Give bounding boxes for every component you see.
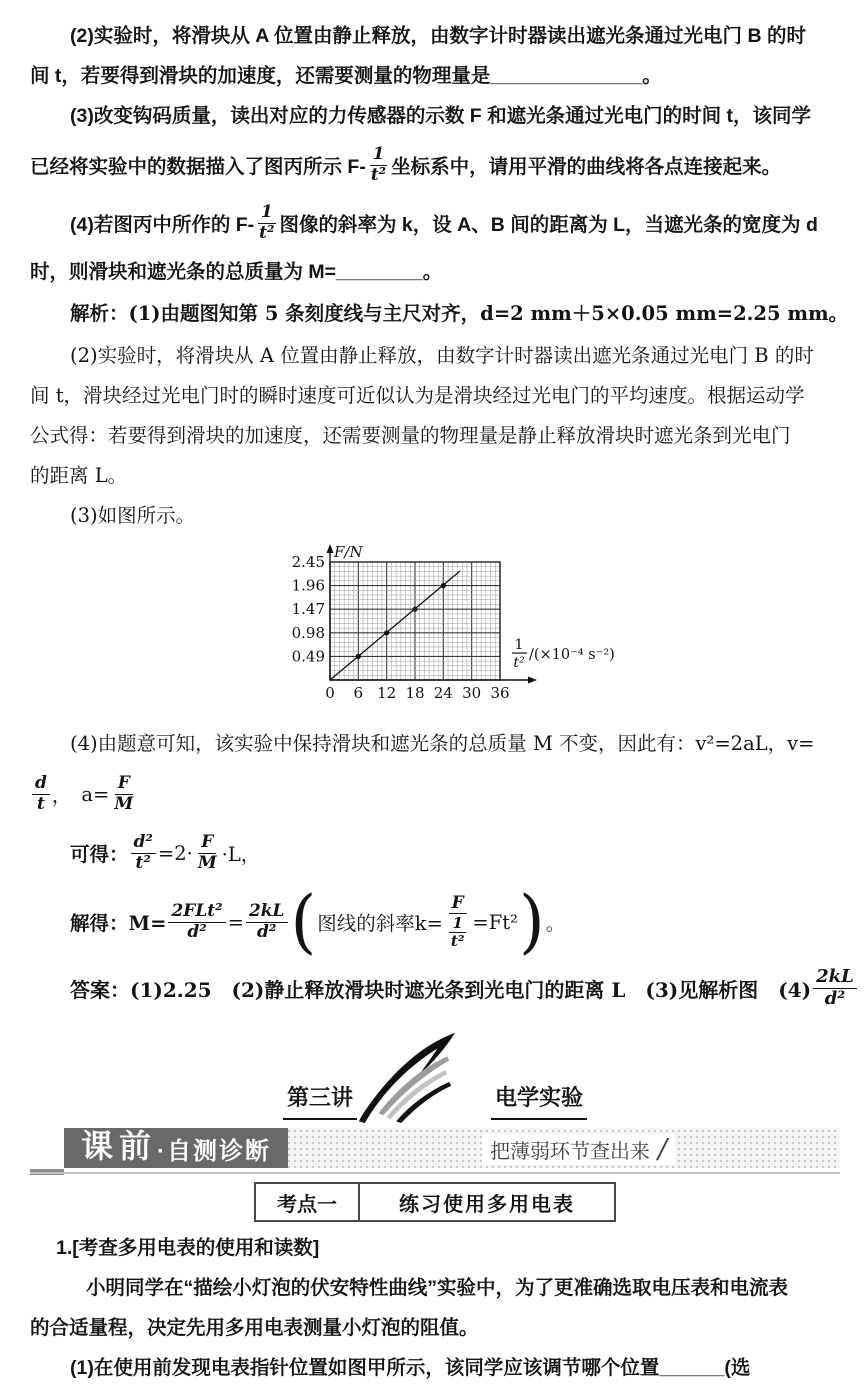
svg-text:t²: t² [513,655,525,672]
slash-mark: / [658,1134,668,1165]
topic-tag: 考点一 [256,1184,360,1220]
svg-text:12: 12 [377,684,397,702]
lecture-header [30,1016,840,1120]
question-3-line-1: (3)改变钩码质量，读出对应的力传感器的示数 F 和遮光条通过光电门的时间 t，该同学 [70,105,811,127]
svg-text:2.45: 2.45 [291,553,325,571]
svg-text:6: 6 [353,684,364,702]
kede-label: 可得： [70,843,129,866]
chart-svg [282,544,642,720]
fraction-d-over-t: $\frac{d}{t}$ [32,774,50,813]
fraction-d2-over-t2: $\frac{\text{d²}}{\text{t²}}$ [131,833,156,872]
text-segment: (4)若图丙中所作的 F- [70,214,255,236]
question-2-line-1: (2)实验时，将滑块从 A 位置由静止释放，由数字计时器读出遮光条通过光电门 B 的时 [70,25,806,47]
solution-part-2-line-1: (2)实验时，将滑块从 A 位置由静止释放，由数字计时器读出遮光条通过光电门 B 的时 [70,344,814,367]
fraction-F-over-M: $\frac{F}{M}$ [114,773,134,814]
solution-part-1: 解析：(1)由题图知第 5 条刻度线与主尺对齐，d=2 mm＋5×0.05 mm=2.25 mm。 [70,302,849,325]
q1-sub-1: (1)在使用前发现电表指针位置如图甲所示，该同学应该调节哪个位置______(选 [70,1357,751,1379]
banner-title-big: 课前 [80,1128,157,1164]
question-4-line-2: 时，则滑块和遮光条的总质量为 M=________。 [30,261,443,283]
q1-stem-line-2: 的合适量程，决定先用多用电表测量小灯泡的阻值。 [30,1317,479,1339]
text-segment: 坐标系中，请用平滑的曲线将各点连接起来。 [391,156,782,178]
solution-part-2-line-2: 间 t，滑块经过光电门时的瞬时速度可近似认为是滑块经过光电门的平均速度。根据运动学 [30,384,805,407]
banner-slogan: 把薄弱环节查出来 / [482,1134,675,1165]
jiede-label: 解得：M= [70,912,167,935]
topic-title: 练习使用多用电表 [399,1193,575,1216]
svg-text:1: 1 [514,637,524,654]
text-segment: =2· [157,841,193,865]
f-t2-chart [282,544,840,722]
y-axis-label: F/N [334,544,363,561]
question-3-line-2 [30,136,840,194]
svg-text:1.47: 1.47 [291,600,325,619]
fraction-2kL-over-d2: $\frac{2kL}{\text{d²}}$ [246,902,288,941]
solution-part-4-line-1: (4)由题意可知，该实验中保持滑块和遮光条的总质量 M 不变，因此有：v²=2aL，v= [70,732,815,755]
svg-text:0.98: 0.98 [291,623,325,642]
text-segment: 。 [545,912,566,935]
fraction-1-over-t2: $\frac{1}{\text{t²}}$ [259,202,275,243]
svg-text:24: 24 [433,684,453,702]
text-segment: 已经将实验中的数据描入了图丙所示 F- [30,156,366,178]
x-axis-label: /(×10⁻⁴ s⁻²) [529,647,615,664]
fraction-1-over-t2: $\frac{1}{\text{t²}}$ [450,914,465,951]
fraction-1-over-t2: $\frac{1}{\text{t²}}$ [370,144,387,185]
banner-rule [30,1172,840,1174]
solution-part-4-line-2 [30,764,840,824]
fraction-2FLt2-over-d2: $\frac{\text{2FLt²}}{\text{d²}}$ [168,902,225,941]
section-banner [30,1124,840,1174]
solution-part-2-line-3: 公式得：若要得到滑块的加速度，还需要测量的物理量是静止释放滑块时遮光条到光电门 [30,424,791,447]
question-2-line-2: 间 t，若要得到滑块的加速度，还需要测量的物理量是______________。 [30,65,662,87]
banner-title-rest: ·自测诊断 [157,1138,271,1165]
svg-text:0: 0 [325,684,335,702]
topic-box [254,1182,616,1222]
svg-text:18: 18 [405,684,425,702]
fraction-2kL-over-d2: $\frac{2kL}{\text{d²}}$ [813,967,857,1008]
text-segment: ， [51,784,72,807]
solution-part-2-line-4: 的距离 L。 [30,464,128,487]
swoosh-graphic [351,1030,459,1126]
answer-text: (1)2.25 (2)静止释放滑块时遮光条到光电门的距离 L (3)见解析图 (4) [130,977,812,1002]
answer-label: 答案： [70,979,130,1002]
text-segment: 图像的斜率为 k，设 A、B 间的距离为 L，当遮光条的宽度为 d [279,214,818,236]
derivation-line [30,824,840,882]
svg-text:1.96: 1.96 [291,576,325,595]
question-4-line-1 [30,194,840,252]
text-segment: = [227,910,244,934]
text-segment: ·L， [221,843,261,866]
answer-line [30,962,854,1014]
result-line: 解得：M= $\frac{\text{2FLt²}}{\text{d²}}$ = $\frac{2kL}{\text{d²}}$ ( 图线的斜率k= $\frac{F}{\frac{1}{\text{t²}}}$ =Ft² ) 。 [70,881,566,962]
q1-stem-line-1: 小明同学在“描绘小灯泡的伏安特性曲线”实验中，为了更准确选取电压表和电流表 [86,1277,789,1299]
svg-text:36: 36 [490,684,510,702]
solution-label: 解析： [70,302,129,325]
svg-text:30: 30 [462,684,482,702]
text-segment: =Ft² [472,910,518,934]
fraction-F-over-1t2: $\frac{F}{\frac{1}{\text{t²}}}$ [445,894,471,950]
q1-heading: 1.[考查多用电表的使用和读数] [56,1237,320,1259]
svg-text:0.49: 0.49 [291,647,325,666]
text-segment: 图线的斜率k= [317,912,443,935]
lecture-title: 电学实验 [491,1081,587,1120]
text-segment: a= [81,782,110,806]
solution-part-3: (3)如图所示。 [70,504,196,527]
lecture-number: 第三讲 [283,1081,357,1120]
fraction-F-over-M: $\frac{F}{M}$ [197,832,217,873]
banner-title-box [64,1128,288,1168]
